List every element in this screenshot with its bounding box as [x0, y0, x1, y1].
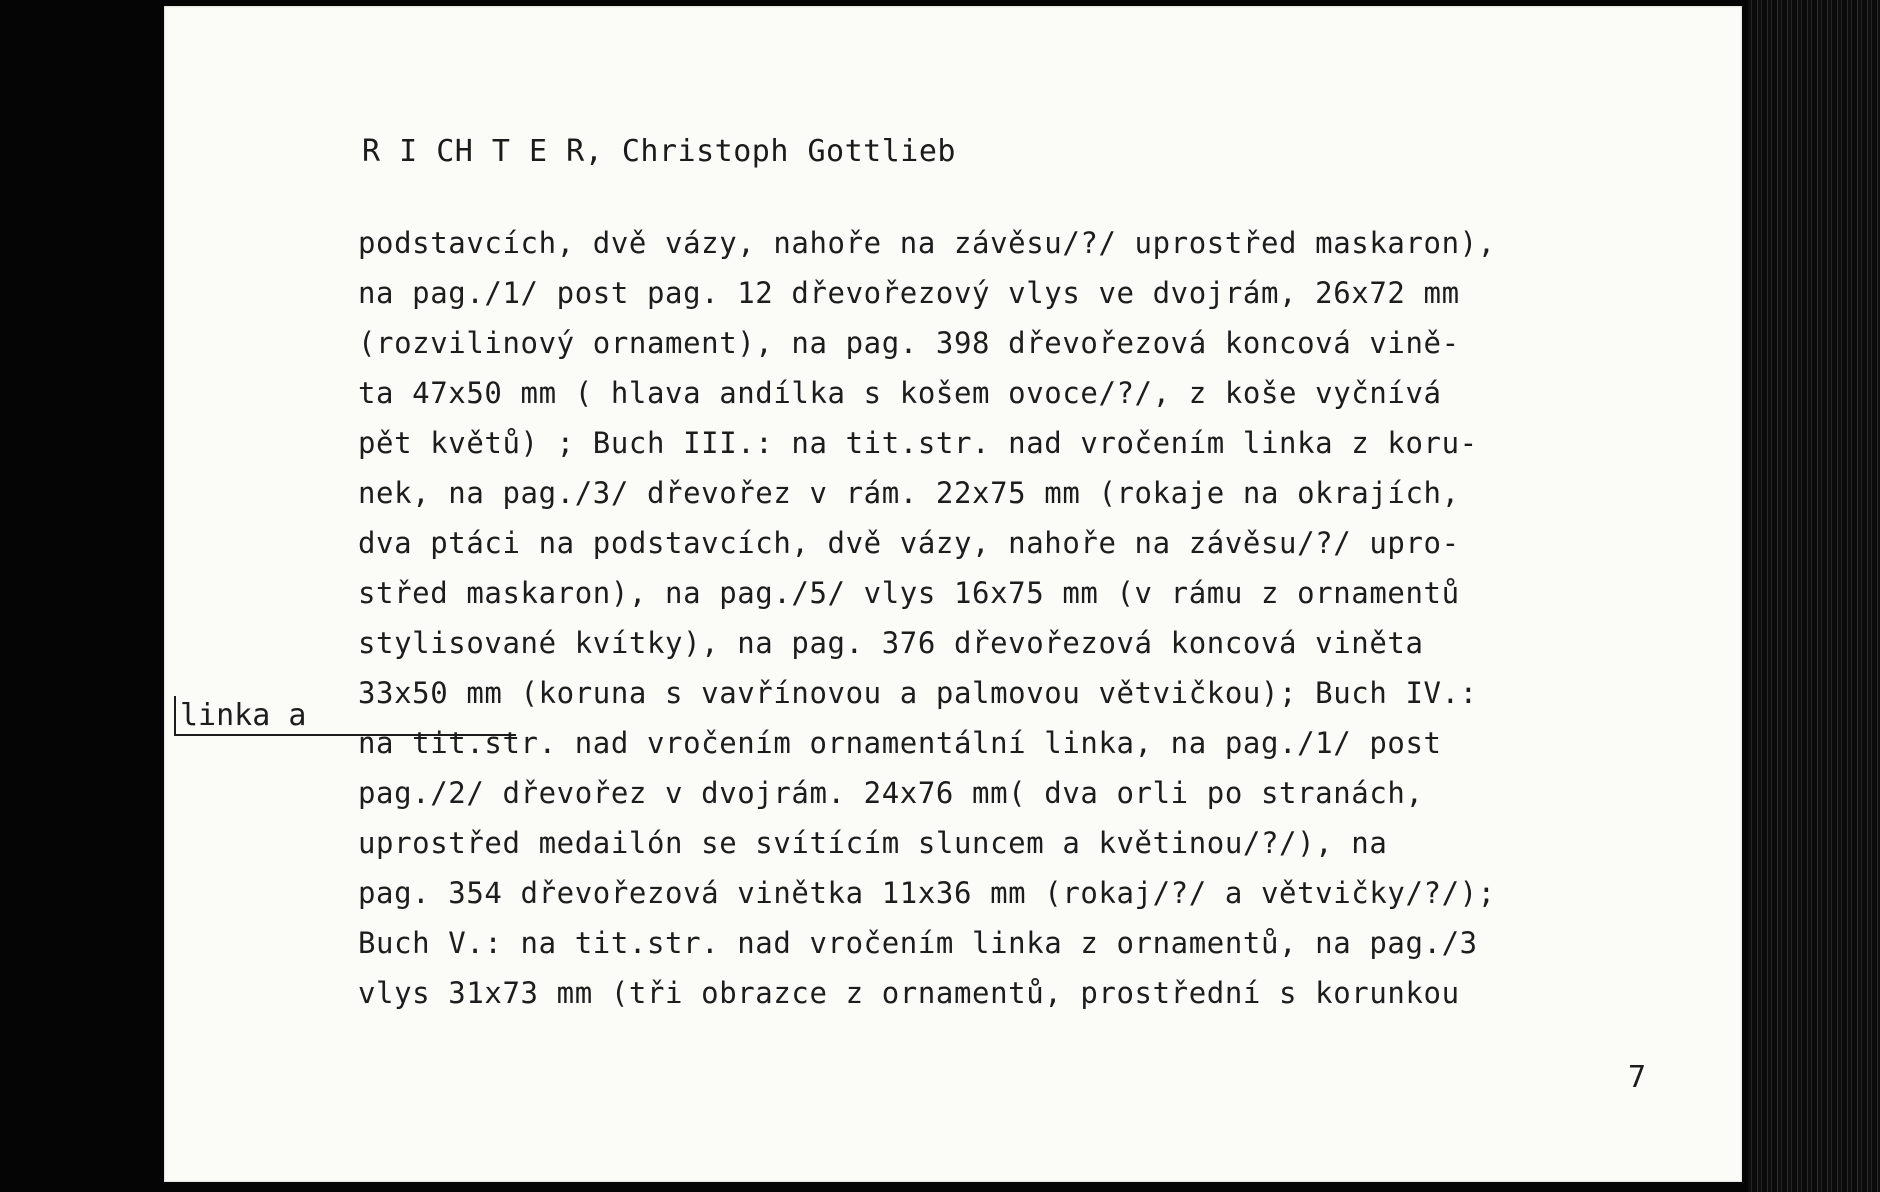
card-heading: R I CH T E R, Christoph Gottlieb: [362, 134, 956, 169]
margin-note: linka a: [174, 696, 306, 736]
scan-edge-noise: [1748, 0, 1880, 1192]
text-line: střed maskaron), na pag./5/ vlys 16x75 mm (v rámu z ornamentů: [358, 576, 1460, 610]
strike-through-line: [350, 734, 516, 736]
text-line: ta 47x50 mm ( hlava andílka s košem ovoce/?/, z koše vyčnívá: [358, 376, 1442, 410]
text-line: pět květů) ; Buch III.: na tit.str. nad vročením linka z koru-: [358, 426, 1478, 460]
text-line: pag. 354 dřevořezová vinětka 11x36 mm (rokaj/?/ a větvičky/?/);: [358, 876, 1496, 910]
text-line: podstavcích, dvě vázy, nahoře na závěsu/?/ uprostřed maskaron),: [358, 226, 1496, 260]
text-line: pag./2/ dřevořez v dvojrám. 24x76 mm( dva orli po stranách,: [358, 776, 1424, 810]
text-line: vlys 31x73 mm (tři obrazce z ornamentů, prostřední s korunkou: [358, 976, 1460, 1010]
text-line: uprostřed medailón se svítícím sluncem a květinou/?/), na: [358, 826, 1388, 860]
text-line: stylisované kvítky), na pag. 376 dřevořezová koncová viněta: [358, 626, 1424, 660]
text-line: nek, na pag./3/ dřevořez v rám. 22x75 mm (rokaje na okrajích,: [358, 476, 1460, 510]
card-body: [358, 218, 1668, 1018]
text-line: na pag./1/ post pag. 12 dřevořezový vlys ve dvojrám, 26x72 mm: [358, 276, 1460, 310]
text-line: 33x50 mm (koruna s vavřínovou a palmovou větvičkou); Buch IV.:: [358, 676, 1478, 710]
text-line: na tit.str. nad vročením ornamentální linka, na pag./1/ post: [358, 726, 1442, 760]
page-number: 7: [1628, 1060, 1647, 1095]
text-line: (rozvilinový ornament), na pag. 398 dřevořezová koncová vině-: [358, 326, 1460, 360]
text-line: Buch V.: na tit.str. nad vročením linka z ornamentů, na pag./3: [358, 926, 1478, 960]
text-line: dva ptáci na podstavcích, dvě vázy, nahoře na závěsu/?/ upro-: [358, 526, 1460, 560]
